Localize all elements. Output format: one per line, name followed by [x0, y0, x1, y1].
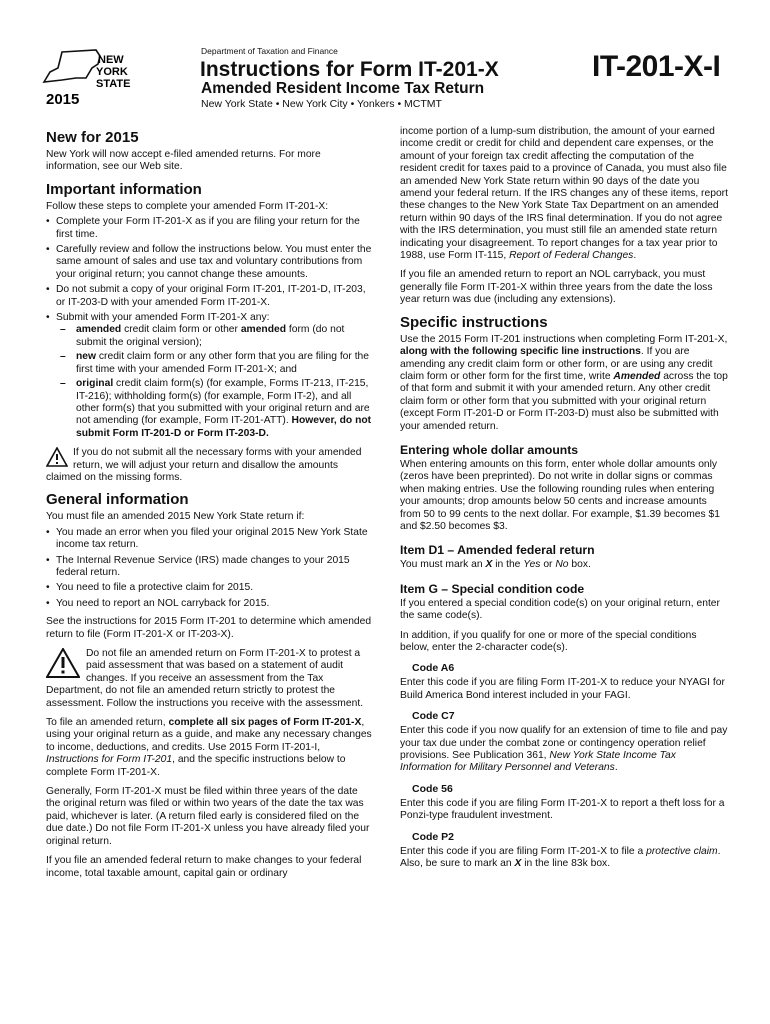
warning-missing-forms — [46, 447, 372, 484]
text-run: , using your original return as a guide, and make any necessary changes to income, deductions, and credits. Use 2015 Form IT-201-I, — [46, 717, 372, 753]
text-run: To file an amended return, — [46, 717, 169, 729]
logo-line-2: YORK — [96, 66, 128, 78]
general-intro: You must file an amended 2015 New York State return if: — [46, 511, 305, 523]
list-item — [56, 324, 372, 349]
new-for-2015-text: New York will now accept e-filed amended returns. For more information, see our Web site. — [46, 149, 321, 173]
federal-changes-continued-text — [400, 126, 728, 262]
mark-x: X — [485, 559, 493, 571]
code-p2-text — [400, 846, 728, 871]
italic-term: protective claim — [646, 845, 718, 857]
state-outline-icon — [44, 50, 100, 82]
page-title: Instructions for Form IT-201-X — [200, 58, 499, 81]
specific-instructions-text — [400, 334, 728, 433]
text-run: box. — [568, 559, 591, 571]
text-run: . — [633, 250, 637, 262]
text-run: form (do not submit the original version); — [76, 324, 345, 348]
text-run: credit claim form or any other form that you are filing for the first time with your amended Form IT-201-X; and — [76, 351, 370, 375]
whole-dollar-heading: Entering whole dollar amounts — [400, 442, 579, 457]
submit-with-list — [56, 324, 372, 440]
new-for-2015-heading: New for 2015 — [46, 129, 139, 146]
logo-line-3: STATE — [96, 78, 131, 90]
list-item: • Complete your Form IT-201-X as if you are filing your return for the first time. — [46, 216, 372, 241]
bold-term: new — [76, 351, 97, 363]
list-item: • You need to file a protective claim for 2015. — [46, 582, 372, 594]
text-run: income portion of a lump-sum distribution, the amount of your earned income credit or credit for child and dependent care expenses, or the amount of your foreign tax credit affecting the computation of the resident credit for taxes paid to a province of Canada, you must also file an amended New York State return within 90 days of the date you amend your federal return. If the IRS changes any of these items, report these changes to the New York State Tax Department on an amended return within 90 days of the IRS final determination. If you do not agree with the IRS determination, you must still file an amended state return indicating your disagreement. To report changes for a tax year prior to 1988, use Form IT-115, — [400, 126, 728, 262]
code-56-heading: Code 56 — [412, 782, 453, 795]
warning-text: If you do not submit all the necessary forms with your amended return, we will adjust your return and disallow the amounts claimed on the missing forms. — [46, 447, 362, 483]
page-header — [0, 0, 770, 118]
code-a6-heading: Code A6 — [412, 662, 455, 675]
department-name: Department of Taxation and Finance — [201, 46, 338, 56]
warning-triangle-icon — [46, 447, 68, 467]
list-item: • Do not submit a copy of your original Form IT-201, IT-201-D, IT-203, or IT-203-D with your amended Form IT-201-X. — [46, 284, 372, 309]
whole-dollar-text: When entering amounts on this form, enter whole dollar amounts only (zeros have been preprinted). Do not write in dollar signs or commas when making entries. Use the following rounding rules when entering your amounts; drop amounts below 50 cents and increase amounts from 50 to 99 cents to the next dollar. For example, $1.39 becomes $1 and $2.50 becomes $3. — [400, 458, 720, 532]
italic-title: Instructions for Form IT-201 — [46, 754, 173, 766]
yes-term: Yes — [523, 559, 541, 571]
code-p2-heading: Code P2 — [412, 830, 455, 843]
new-york-state-logo — [40, 48, 140, 108]
text-run: in the line 83k box. — [521, 858, 611, 870]
bold-text: along with the following specific line instructions — [400, 346, 641, 358]
logo-line-1: NEW — [98, 54, 124, 66]
code-a6-text: Enter this code if you are filing Form IT-201-X to reduce your NYAGI for Build America Bond interest included in your FAGI. — [400, 677, 725, 701]
code-c7-text — [400, 725, 728, 775]
text-run: Use the 2015 Form IT-201 instructions when completing Form IT-201-X, — [400, 333, 728, 345]
nol-carryback-text: If you file an amended return to report an NOL carryback, you must generally file Form IT-201-X within three years from the date the loss year return was due (including any extensions). — [400, 269, 713, 306]
important-information-heading: Important information — [46, 180, 202, 198]
form-number: IT-201-X-I — [592, 50, 721, 83]
specific-instructions-heading: Specific instructions — [400, 313, 548, 331]
filing-deadline-text: Generally, Form IT-201-X must be filed within three years of the date the original return was filed or within two years of the date the tax was paid, whichever is later. (A return filed early is considered filed on the due date.) Do not file Form IT-201-X unless you have already filed your original return. — [46, 786, 370, 847]
item-d1-heading: Item D1 – Amended federal return — [400, 543, 595, 558]
important-intro: Follow these steps to complete your amended Form IT-201-X: — [46, 200, 329, 212]
text-run: Enter this code if you are filing Form IT-201-X to file a — [400, 845, 647, 857]
page-subtitle: Amended Resident Income Tax Return — [201, 80, 485, 97]
list-item: • You need to report an NOL carryback for 2015. — [46, 598, 372, 610]
text-run: . — [614, 762, 618, 774]
italic-title: Report of Federal Changes — [509, 250, 634, 262]
code-56-text: Enter this code if you are filing Form IT-201-X to report a theft loss for a Ponzi-type fraudulent investment. — [400, 797, 725, 822]
text-run: credit claim form(s) (for example, Forms IT-213, IT-215, IT-216); withholding form(s) (for example, Form IT-2), and all other form(s) that you submitted with your original return and are not amending (for example, Form IT-201-ATT). — [76, 378, 370, 427]
bold-term: original — [76, 378, 114, 390]
item-g-text-1: If you entered a special condition code(s) on your original return, enter the same code(s). — [400, 597, 720, 622]
text-run: Enter this code if you now qualify for an extension of time to file and pay your tax due under the combat zone or contingency operation relief provisions. See Publication 361, — [400, 725, 728, 762]
list-item — [46, 312, 372, 440]
general-conditions-list — [46, 527, 372, 610]
important-steps-list — [46, 216, 372, 440]
text-run: . Also, be sure to mark an — [400, 845, 721, 870]
file-amended-return-text — [46, 717, 372, 779]
warning-protest-assessment — [46, 648, 372, 710]
code-c7-heading: Code C7 — [412, 710, 455, 723]
list-item-text: Submit with your amended Form IT-201-X any: — [56, 312, 270, 324]
bold-text: However, do not submit Form IT-201-D or Form IT-203-D. — [76, 415, 372, 439]
bold-term: amended — [76, 324, 122, 336]
text-run: or — [540, 559, 556, 571]
bold-italic-term: Amended — [613, 370, 661, 382]
mark-x: X — [514, 858, 522, 870]
general-information-heading: General information — [46, 491, 189, 509]
jurisdictions: New York State • New York City • Yonkers • MCTMT — [201, 98, 442, 110]
list-item — [56, 378, 372, 440]
italic-title: New York State Income Tax Information for Military Personnel and Veterans — [400, 750, 676, 774]
no-term: No — [555, 559, 569, 571]
list-item: • The Internal Revenue Service (IRS) made changes to your 2015 federal return. — [46, 555, 372, 580]
text-run: in the — [492, 559, 524, 571]
text-run: , and the specific instructions below to complete Form IT-201-X. — [46, 754, 346, 778]
text-run: across the top of that form and submit it with your amended return. Any other credit claim form or other form that you submitted with your original return (except Form IT-201-D or Form IT-203-D) must also be submitted with your amended return. — [400, 370, 728, 432]
see-instructions-text: See the instructions for 2015 Form IT-201 to determine which amended return to file (Form IT-201-X or IT-203-X). — [46, 616, 372, 640]
right-column — [400, 126, 728, 877]
federal-changes-text: If you file an amended federal return to make changes to your federal income, total taxable amount, capital gain or ordinary — [46, 855, 362, 879]
left-column — [46, 126, 372, 887]
text-run: . If you are amending any credit claim form or other form, or are using any credit claim form or other form for the first time, write — [400, 346, 713, 382]
list-item — [56, 351, 372, 376]
text-run: credit claim form or other — [121, 324, 241, 336]
logo-year: 2015 — [46, 91, 80, 108]
item-g-heading: Item G – Special condition code — [400, 581, 585, 596]
list-item: • Carefully review and follow the instructions below. You must enter the same amount of sales and use tax and voluntary contributions from your original return; you cannot change these amounts. — [46, 244, 372, 281]
warning-text: Do not file an amended return on Form IT-201-X to protest a paid assessment that was based on a statement of audit changes. If you receive an assessment from the Tax Department, do not file an amended return strictly to protest the assessment. Follow the instructions you receive with the assessment. — [46, 648, 364, 709]
list-item: • You made an error when you filed your original 2015 New York State income tax return. — [46, 527, 372, 552]
bold-term: amended — [240, 324, 287, 336]
warning-triangle-icon — [46, 648, 80, 678]
item-d1-text — [400, 559, 728, 571]
bold-text: complete all six pages of Form IT-201-X — [168, 717, 362, 729]
item-g-text-2: In addition, if you qualify for one or more of the special conditions below, enter the 2-character code(s). — [400, 629, 697, 653]
text-run: You must mark an — [400, 559, 486, 571]
